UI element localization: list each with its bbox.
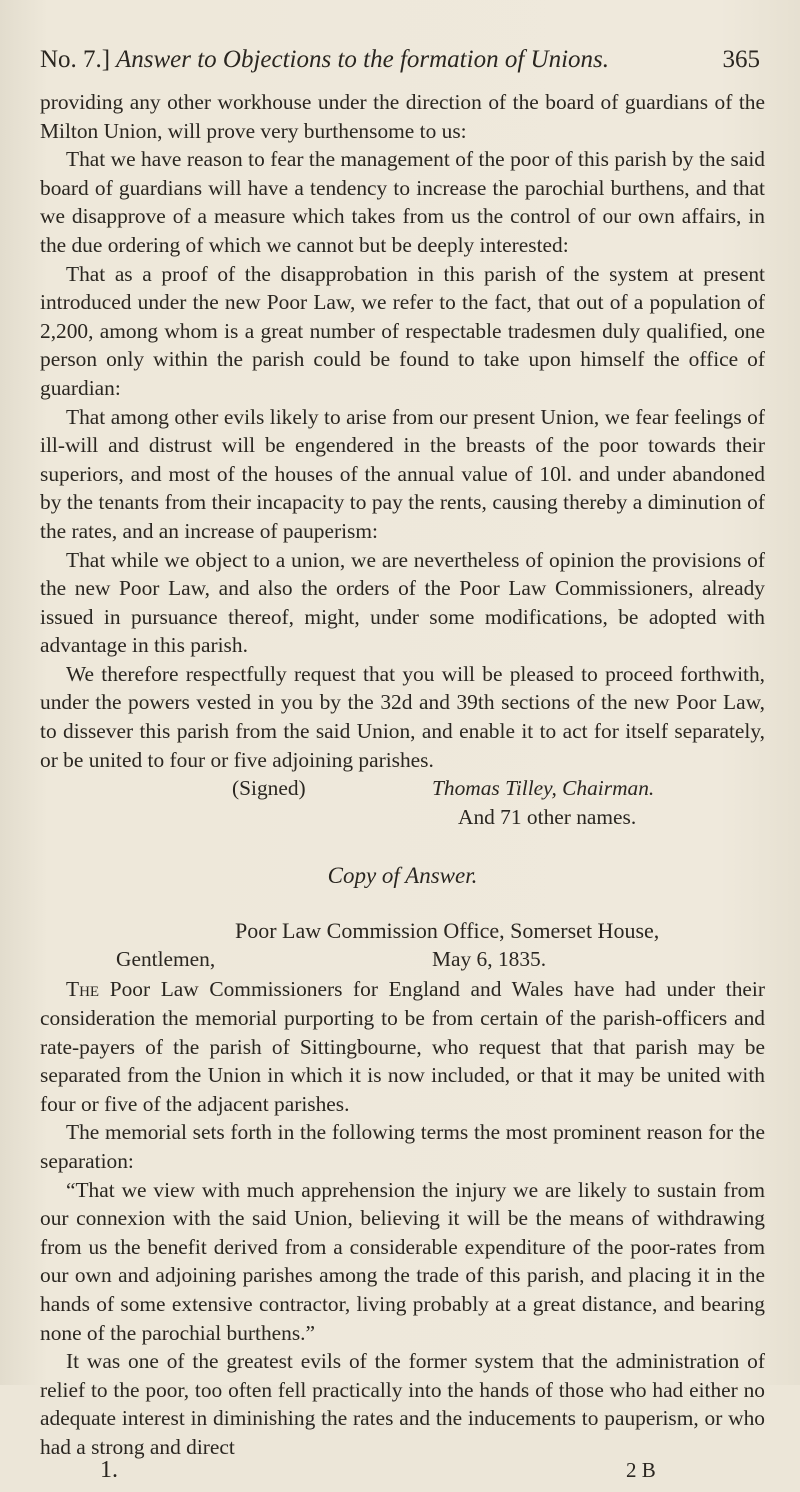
paragraph: That while we object to a union, we are nevertheless of opinion the provisions of the new Poor Law, and also the orders of the Poor Law Commissioners, already issued in pursuance thereof, might, under some modifications, be adopted with advantage in this parish. <box>40 547 765 658</box>
office-address: Poor Law Commission Office, Somerset House, <box>235 917 660 943</box>
section-heading: Copy of Answer. <box>327 863 478 889</box>
letter-paragraph: It was one of the greatest evils of the former system that the administration of relief to the poor, too often fell practically into the hands of those who had either no adequate interest in diminishing the rates and the inducements to pauperism, or who had a strong and direct <box>40 1349 765 1459</box>
footer-left: 1. <box>100 1456 118 1483</box>
header-number: No. 7.] <box>40 46 111 73</box>
paragraph: providing any other workhouse under the direction of the board of guardians of the Milton Union, will prove very burthensome to us: <box>40 90 765 143</box>
paragraph: That among other evils likely to arise from our present Union, we fear feelings of ill-will and distrust will be engendered in the breasts of the poor towards their superiors, and most of the houses of the annual value of 10l. and under abandoned by the tenants from their incapacity to pay the rents, causing thereby a diminution of the rates, and an increase of pauperism: <box>40 404 765 543</box>
opening-word: The <box>66 977 100 1002</box>
header-title: Answer to Objections to the formation of Unions. <box>115 46 609 73</box>
signature-block <box>40 774 765 832</box>
signatory-name: Thomas Tilley, Chairman. <box>432 776 655 801</box>
salutation-row <box>40 945 765 975</box>
other-signatories: And 71 other names. <box>458 805 637 830</box>
footer <box>40 1456 765 1492</box>
header-left <box>40 46 609 74</box>
page-body <box>40 88 765 1492</box>
quoted-paragraph: “That we view with much apprehension the injury we are likely to sustain from our connexion with the said Union, believing it will be the means of withdrawing from us the benefit derived from a considerable expenditure of the poor-rates from our own and adjoining parishes among the trade of this parish, and placing it in the hands of some extensive contractor, living probably at a great distance, and bearing none of the parochial burthens.” <box>40 1177 765 1345</box>
letter-paragraph-text: Poor Law Commissioners for England and Wales have had under their consideration the memorial purporting to be from certain of the parish-officers and rate-payers of the parish of Sittingbourne, who request that that parish may be separated from the Union in which it is now included, or that it may be united with four or five of the adjacent parishes. <box>40 977 765 1116</box>
signature-mark: 2 B <box>626 1457 656 1482</box>
letter-paragraph <box>40 975 765 1118</box>
signed-label: (Signed) <box>232 776 306 801</box>
paragraph: That we have reason to fear the management of the poor of this parish by the said board of guardians will have a tendency to increase the parochial burthens, and that we disapprove of a measure which takes from us the control of our own affairs, in the due ordering of which we cannot but be deeply interested: <box>40 147 765 257</box>
letter-date: May 6, 1835. <box>432 947 547 972</box>
paragraph: That as a proof of the disapprobation in this parish of the system at present introduced under the new Poor Law, we refer to the fact, that out of a population of 2,200, among whom is a great number of respectable tradesmen duly qualified, one person only within the parish could be found to take upon himself the office of guardian: <box>40 261 765 400</box>
salutation: Gentlemen, <box>116 947 216 972</box>
paragraph: We therefore respectfully request that you will be pleased to proceed forthwith, under the powers vested in you by the 32d and 39th sections of the new Poor Law, to dissever this parish from the said Union, and enable it to act for itself separately, or be united to four or five adjoining parishes. <box>40 661 765 772</box>
letter-paragraph: The memorial sets forth in the following terms the most prominent reason for the separation: <box>40 1120 765 1173</box>
page-number: 365 <box>722 46 760 73</box>
running-header <box>40 46 760 80</box>
